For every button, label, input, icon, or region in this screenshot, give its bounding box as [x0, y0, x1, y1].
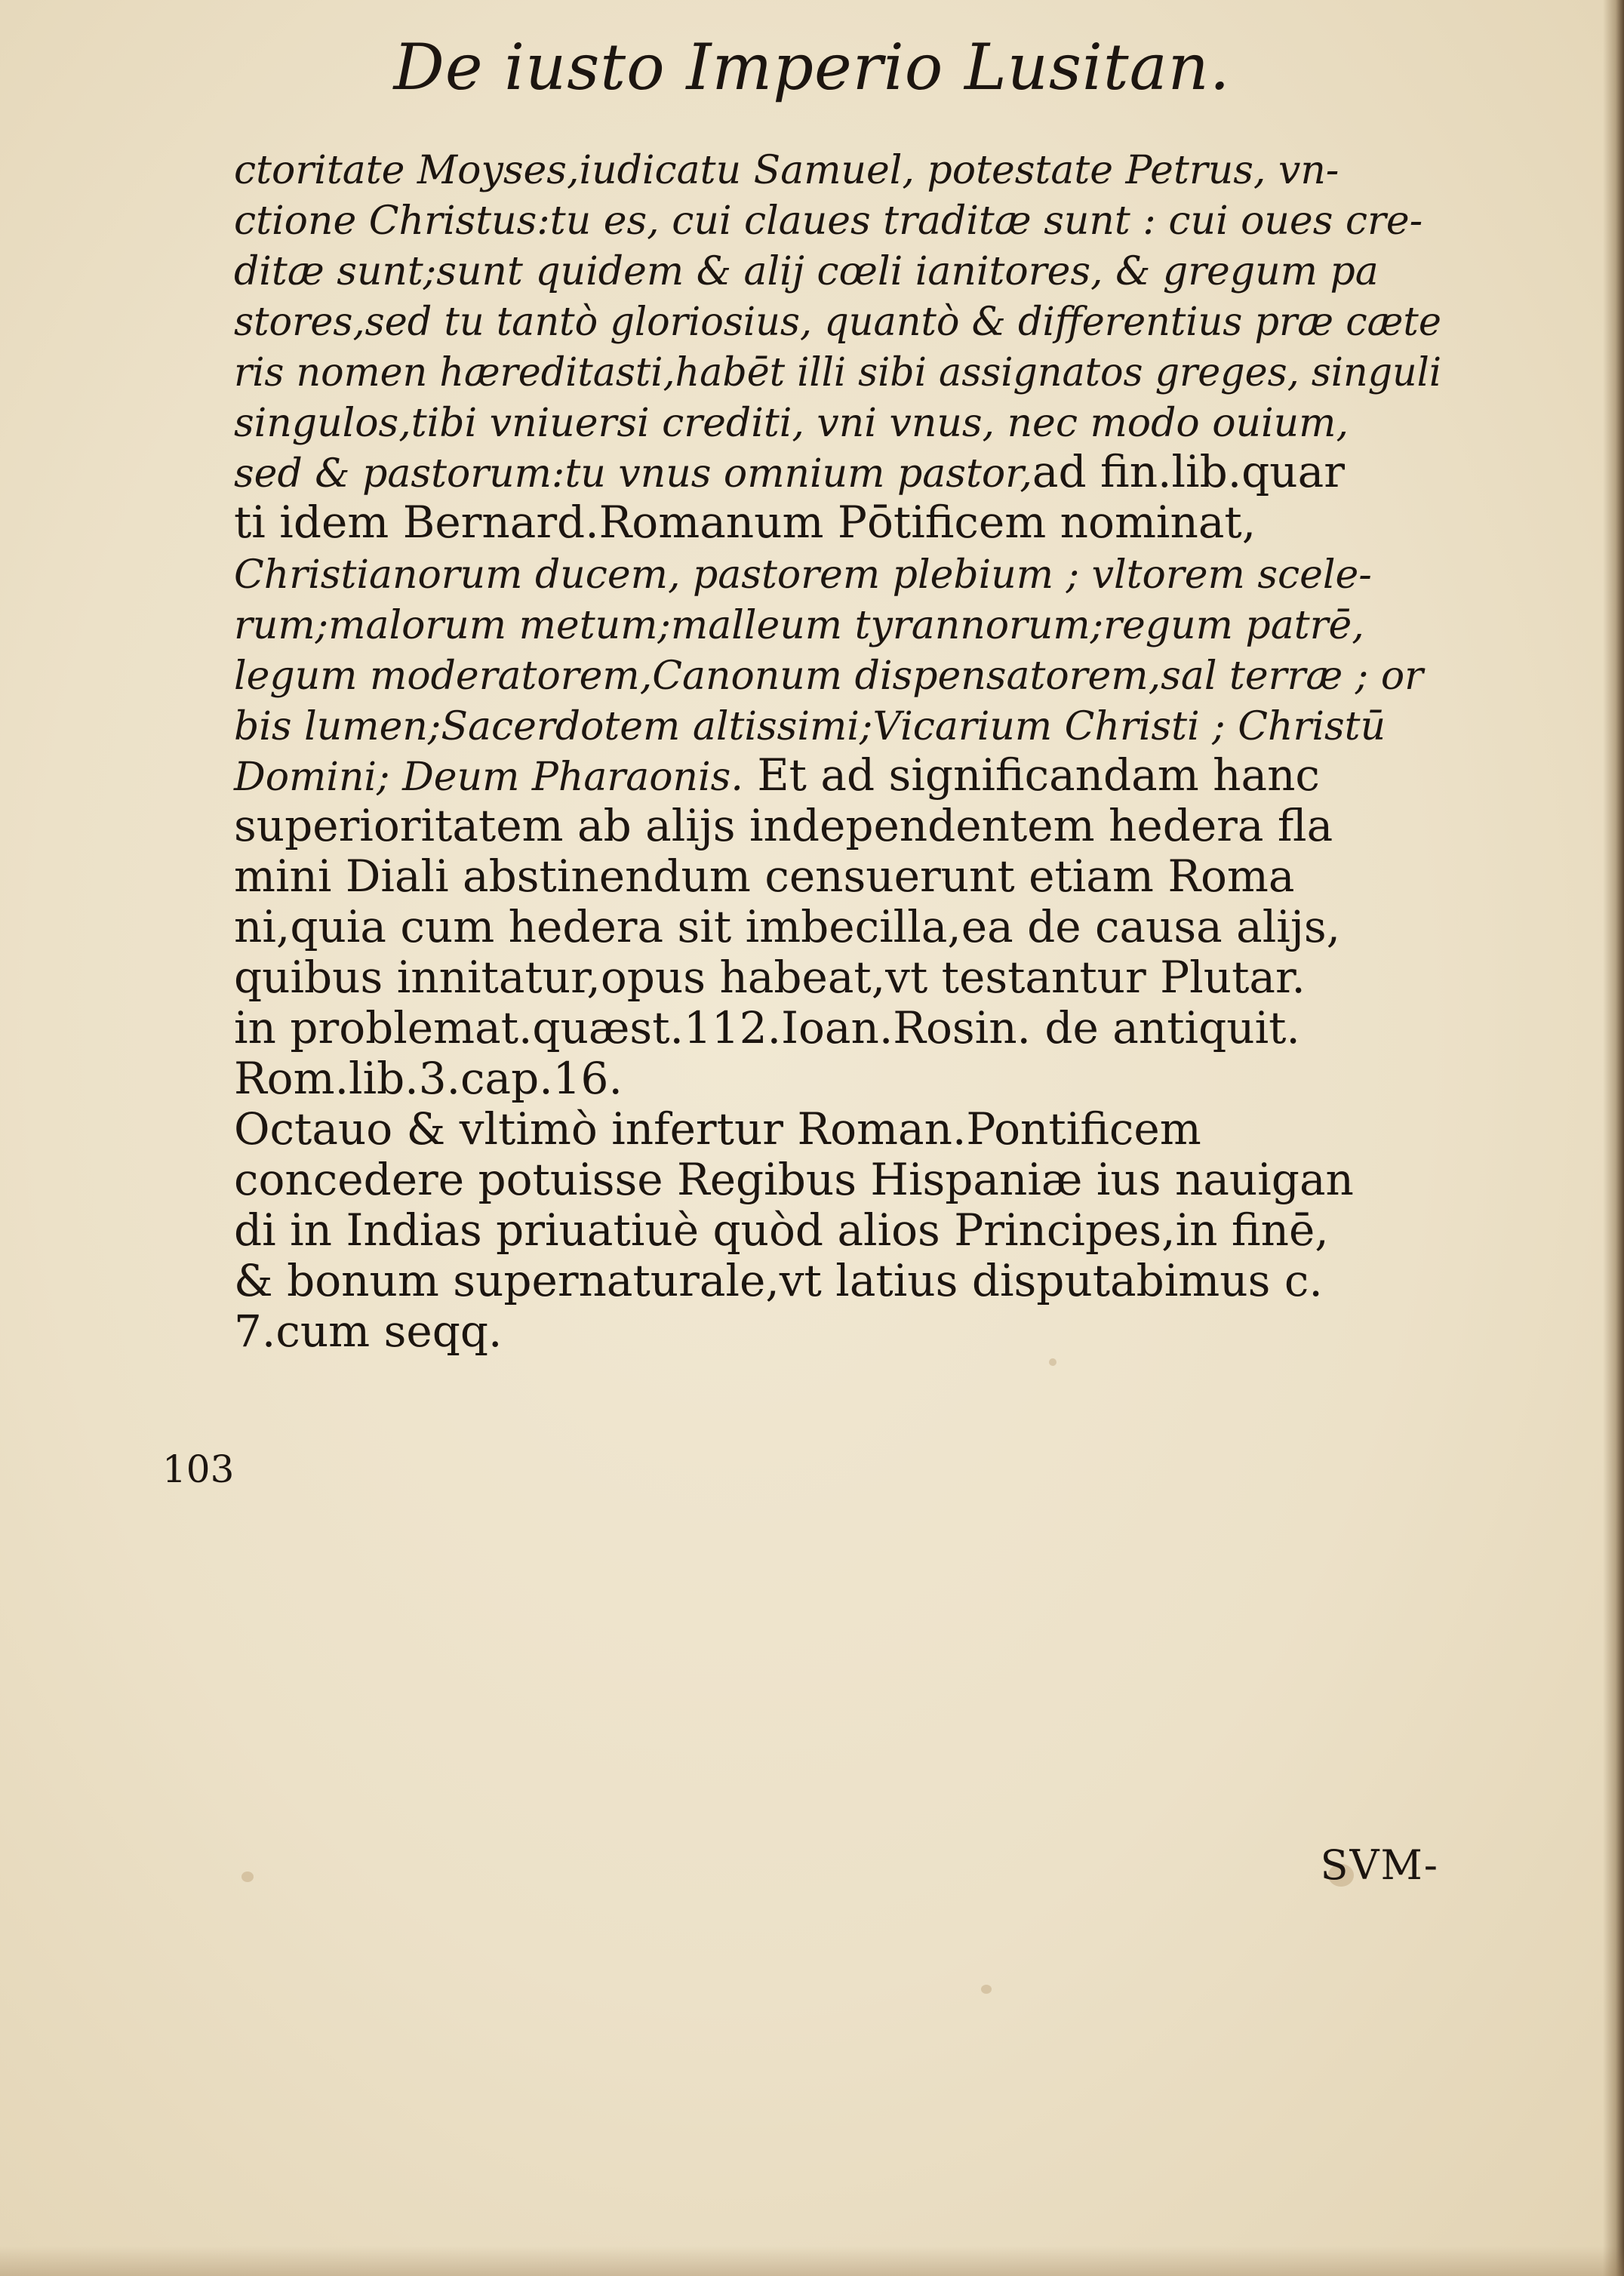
text-line [234, 1104, 1441, 1155]
foxing-spot [1049, 1358, 1057, 1366]
roman-run: concedere potuisse Regibus Hispaniæ ius nauigan [234, 1154, 1354, 1205]
text-line [234, 1155, 1441, 1205]
foxing-spot [241, 1872, 254, 1882]
text-line [234, 143, 1441, 194]
text-line [234, 1003, 1441, 1053]
italic-run: Domini; Deum Pharaonis. [234, 755, 743, 800]
text-line [234, 497, 1441, 548]
text-line [234, 902, 1441, 952]
text-line [234, 1053, 1441, 1104]
roman-run: Octauo & vltimò infertur Roman.Pontificem [234, 1103, 1201, 1155]
italic-run: ctione Christus:tu es, cui claues traditæ sunt : cui oues cre- [234, 198, 1423, 244]
italic-run: stores,sed tu tantò gloriosius, quantò & differentius præ cæte [234, 300, 1441, 345]
text-line [234, 598, 1441, 649]
text-line [234, 952, 1441, 1003]
italic-run: Christianorum ducem, pastorem plebium ; vltorem scele- [234, 552, 1372, 598]
text-line [234, 1205, 1441, 1256]
roman-run: di in Indias priuatiuè quòd alios Principes,in finē, [234, 1204, 1329, 1256]
text-line [234, 548, 1441, 598]
text-line [234, 194, 1441, 245]
text-line [234, 649, 1441, 700]
text-line [234, 346, 1442, 396]
roman-run: in problemat.quæst.112.Ioan.Rosin. de antiquit. [234, 1002, 1300, 1053]
page-bottom-shadow [0, 2246, 1624, 2276]
text-line [234, 750, 1441, 801]
roman-run: ad fin.lib.quar [1032, 446, 1345, 497]
text-line [234, 245, 1441, 295]
text-line [234, 396, 1441, 447]
italic-run: ctoritate Moyses,iudicatu Samuel, potestate Petrus, vn- [234, 148, 1339, 193]
text-line [234, 295, 1441, 346]
roman-run: 7.cum seqq. [234, 1306, 503, 1357]
paragraph-number: 103 [162, 1447, 235, 1491]
italic-run: ditæ sunt;sunt quidem & alij cœli ianitores, & gregum pa [234, 249, 1379, 294]
roman-run: ti idem Bernard.Romanum Pōtificem nominat, [234, 497, 1256, 548]
italic-run: sed & pastorum:tu vnus omnium pastor, [234, 451, 1032, 497]
text-line [234, 1256, 1441, 1306]
text-line [234, 447, 1441, 497]
roman-run: superioritatem ab alijs independentem hedera fla [234, 800, 1333, 851]
page-edge-shadow [1603, 0, 1624, 2276]
roman-run: ni,quia cum hedera sit imbecilla,ea de causa alijs, [234, 901, 1341, 952]
italic-run: rum;malorum metum;malleum tyrannorum;regum patrē, [234, 603, 1364, 648]
foxing-spot [981, 1985, 992, 1994]
italic-run: singulos,tibi vniuersi crediti, vni vnus, nec modo ouium, [234, 401, 1349, 446]
roman-run: quibus innitatur,opus habeat,vt testantur Plutar. [234, 952, 1306, 1003]
italic-run: ris nomen hæreditasti,habēt illi sibi assignatos greges, singuli [234, 350, 1442, 395]
text-line [234, 1306, 1441, 1357]
catchword: SVM- [1320, 1841, 1439, 1889]
roman-run: mini Diali abstinendum censuerunt etiam Roma [234, 850, 1295, 902]
italic-run: bis lumen;Sacerdotem altissimi;Vicarium Christi ; Christū [234, 704, 1386, 749]
body-text [234, 143, 1441, 1357]
running-head: De iusto Imperio Lusitan. [393, 30, 1231, 104]
roman-run: & bonum supernaturale,vt latius disputabimus c. [234, 1255, 1323, 1306]
roman-run: Et ad significandam hanc [743, 749, 1320, 801]
text-line [234, 801, 1441, 851]
text-line [234, 851, 1441, 902]
italic-run: legum moderatorem,Canonum dispensatorem,sal terræ ; or [234, 654, 1423, 699]
text-line [234, 700, 1441, 750]
roman-run: Rom.lib.3.cap.16. [234, 1053, 623, 1104]
